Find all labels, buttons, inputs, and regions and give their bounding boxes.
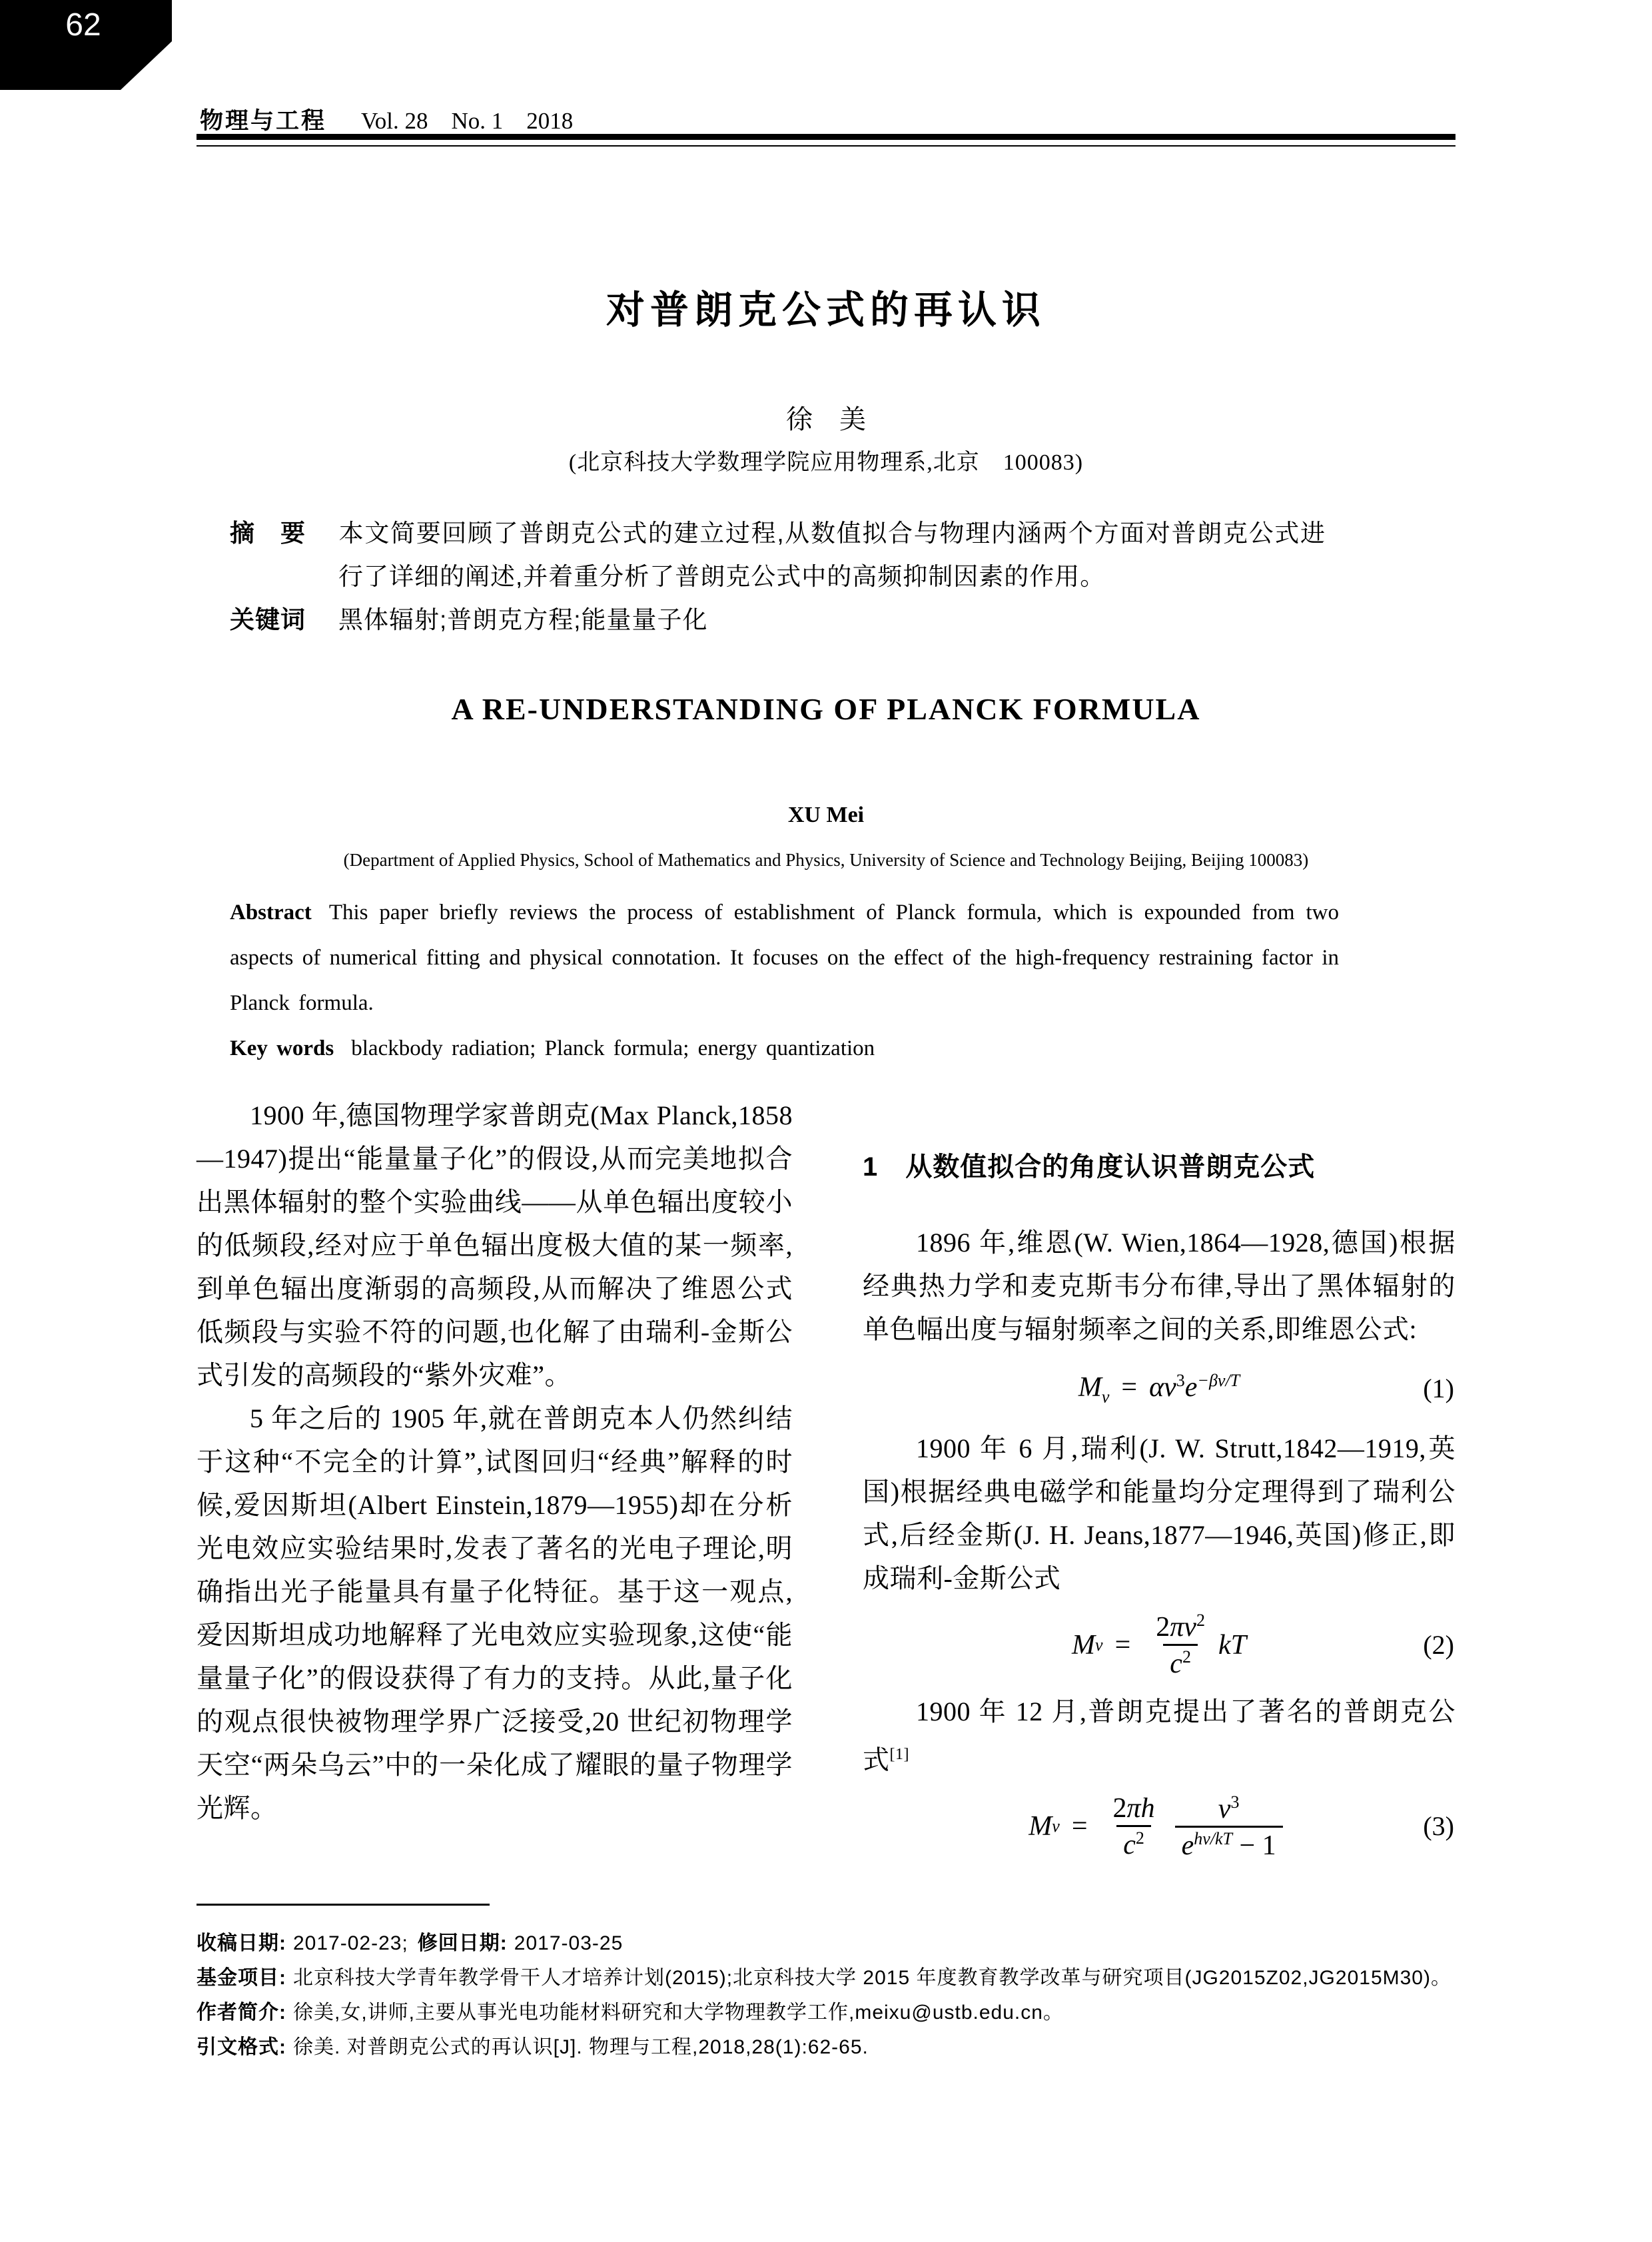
equation-3 [863, 1791, 1455, 1862]
body-paragraph: 5 年之后的 1905 年,就在普朗克本人仍然纠结于这种“不完全的计算”,试图回归“经典”解释的时候,爱因斯坦(Albert Einstein,1879—1955)却在分析光电效应实验结果时,发表了著名的光电子理论,明确指出光子能量具有量子化特征。基于这一观点,爱因斯坦成功地解释了光电效应实验现象,这使“能量量子化”的假设获得了有力的支持。从此,量子化的观点很快被物理学界广泛接受,20 世纪初物理学天空“两朵乌云”中的一朵化成了耀眼的量子物理学光辉。 [197, 1403, 793, 1823]
math-token: ν [1095, 1635, 1103, 1655]
math-token: 2πh [1112, 1792, 1155, 1824]
abstract-paragraph-cn [230, 512, 1326, 598]
keywords-paragraph-cn [230, 598, 1326, 641]
header-rule-thick [197, 134, 1455, 140]
math-token: $2\pi\nu^2$ [1156, 1611, 1205, 1643]
footnote-citation [197, 2030, 1455, 2065]
math-token: kT [1218, 1629, 1246, 1661]
affiliation-cn: (北京科技大学数理学院应用物理系,北京 100083) [568, 450, 1084, 475]
page-number: 62 [65, 7, 101, 43]
footnote-dates [197, 1926, 1455, 1961]
keywords-text-cn: 黑体辐射;普朗克方程;能量量子化 [338, 606, 708, 633]
equation-2 [863, 1609, 1455, 1681]
journal-header [200, 103, 573, 136]
citation-reference: [1] [889, 1746, 909, 1764]
body-paragraph: 1896 年,维恩(W. Wien,1864—1928,德国)根据经典热力学和麦克斯韦分布律,导出了黑体辐射的单色幅出度与辐射频率之间的关系,即维恩公式: [863, 1228, 1455, 1344]
equation-3-body [1029, 1791, 1289, 1862]
equation-1-body [1078, 1371, 1240, 1406]
author-en: XU Mei [787, 803, 865, 827]
math-token: = [1071, 1811, 1088, 1842]
keywords-label-en: Key words [230, 1036, 334, 1060]
math-token: ν [1052, 1816, 1060, 1836]
abstract-label-en: Abstract [230, 901, 312, 925]
math-token: M [1029, 1811, 1052, 1842]
math-token: = [1114, 1629, 1131, 1661]
abstract-text-en: This paper briefly reviews the process of establishment of Planck formula, which is expounded from two aspects of numerical fitting and physical connotation. It focuses on the effect of the high-frequency restraining factor in Planck formula. [230, 901, 1339, 1015]
math-token: M [1078, 1372, 1102, 1403]
keywords-paragraph-en [230, 1026, 1339, 1071]
bio-text: 徐美,女,讲师,主要从事光电功能材料研究和大学物理教学工作,meixu@ustb.edu.cn。 [293, 2002, 1064, 2024]
fund-text: 北京科技大学青年教学骨干人才培养计划(2015);北京科技大学 2015 年度教育教学改革与研究项目(JG2015Z02,JG2015M30)。 [293, 1967, 1451, 1989]
revised-date: 2017-03-25 [514, 1932, 623, 1954]
received-date: 2017-02-23; [293, 1932, 408, 1954]
equation-2-body [1072, 1609, 1246, 1681]
math-token: e [1184, 1372, 1198, 1403]
affiliation-en: (Department of Applied Physics, School of Mathematics and Physics, University of Science and Technology Beijing, Beijing 100083) [343, 850, 1309, 870]
revised-label: 修回日期: [417, 1932, 508, 1954]
math-token: ν [1101, 1387, 1110, 1407]
section-heading: 1 从数值拟合的角度认识普朗克公式 [863, 1152, 1316, 1182]
math-token: $c^2$ [1163, 1644, 1198, 1681]
page-corner-tab [0, 0, 172, 90]
equation-number: (2) [1423, 1629, 1454, 1660]
math-token: $\nu^3$ [1218, 1792, 1240, 1824]
article-title-en: A RE-UNDERSTANDING OF PLANCK FORMULA [451, 692, 1201, 726]
equation-number: (1) [1423, 1373, 1454, 1403]
keywords-text-en: blackbody radiation; Planck formula; energy quantization [351, 1036, 875, 1060]
journal-volume-info: Vol. 28 No. 1 2018 [361, 108, 574, 134]
abstract-label-cn: 摘 要 [230, 520, 306, 547]
footnote-block [197, 1926, 1455, 2065]
journal-name: 物理与工程 [200, 108, 327, 134]
body-paragraph: 1900 年 6 月,瑞利(J. W. Strutt,1842—1919,英国)根据经典电磁学和能量均分定理得到了瑞利公式,后经金斯(J. H. Jeans,1877—1946,英国)修正,即成瑞利-金斯公式 [863, 1433, 1455, 1593]
article-title-cn: 对普朗克公式的再认识 [606, 288, 1046, 332]
math-token: −βν/T [1197, 1371, 1240, 1391]
abstract-text-cn: 本文简要回顾了普朗克公式的建立过程,从数值拟合与物理内涵两个方面对普朗克公式进行了详细的阐述,并着重分析了普朗克公式中的高频抑制因素的作用。 [338, 520, 1326, 590]
body-paragraph [863, 1690, 1455, 1781]
author-cn: 徐 美 [786, 404, 866, 434]
keywords-label-cn: 关键词 [230, 606, 306, 633]
math-token: $e^{h\nu/kT} - 1$ [1175, 1826, 1283, 1862]
bio-label: 作者简介: [197, 2002, 286, 2024]
body-text: 1900 年 12 月,普朗克提出了著名的普朗克公式 [863, 1696, 1455, 1775]
math-token: $c^2$ [1116, 1825, 1151, 1862]
citation-label: 引文格式: [197, 2036, 286, 2058]
math-token: M [1072, 1629, 1096, 1661]
math-fraction [1175, 1791, 1283, 1862]
citation-text: 徐美. 对普朗克公式的再认识[J]. 物理与工程,2018,28(1):62-65. [293, 2036, 869, 2058]
equation-number: (3) [1423, 1811, 1454, 1842]
header-rule-thin [197, 145, 1455, 147]
math-token: = [1121, 1372, 1138, 1403]
fund-label: 基金项目: [197, 1967, 286, 1989]
abstract-paragraph-en [230, 890, 1339, 1026]
body-column-left [197, 1094, 793, 1830]
math-fraction [1106, 1792, 1162, 1862]
math-token: 3 [1176, 1371, 1185, 1391]
abstract-block-en [230, 890, 1339, 1071]
body-column-right [863, 1094, 1455, 1872]
abstract-block-cn [230, 512, 1326, 641]
received-label: 收稿日期: [197, 1932, 286, 1954]
math-fraction [1149, 1609, 1212, 1681]
footnote-bio [197, 1996, 1455, 2030]
footnote-fund [197, 1961, 1455, 1996]
equation-1 [863, 1360, 1455, 1417]
body-paragraph: 1900 年,德国物理学家普朗克(Max Planck,1858—1947)提出“能量量子化”的假设,从而完美地拟合出黑体辐射的整个实验曲线——从单色辐出度较小的低频段,经对应于单色辐出度极大值的某一频率,到单色辐出度渐弱的高频段,从而解决了维恩公式低频段与实验不符的问题,也化解了由瑞利-金斯公式引发的高频段的“紫外灾难”。 [197, 1100, 793, 1390]
footnote-separator [197, 1904, 490, 1906]
math-token: αν [1149, 1372, 1176, 1403]
